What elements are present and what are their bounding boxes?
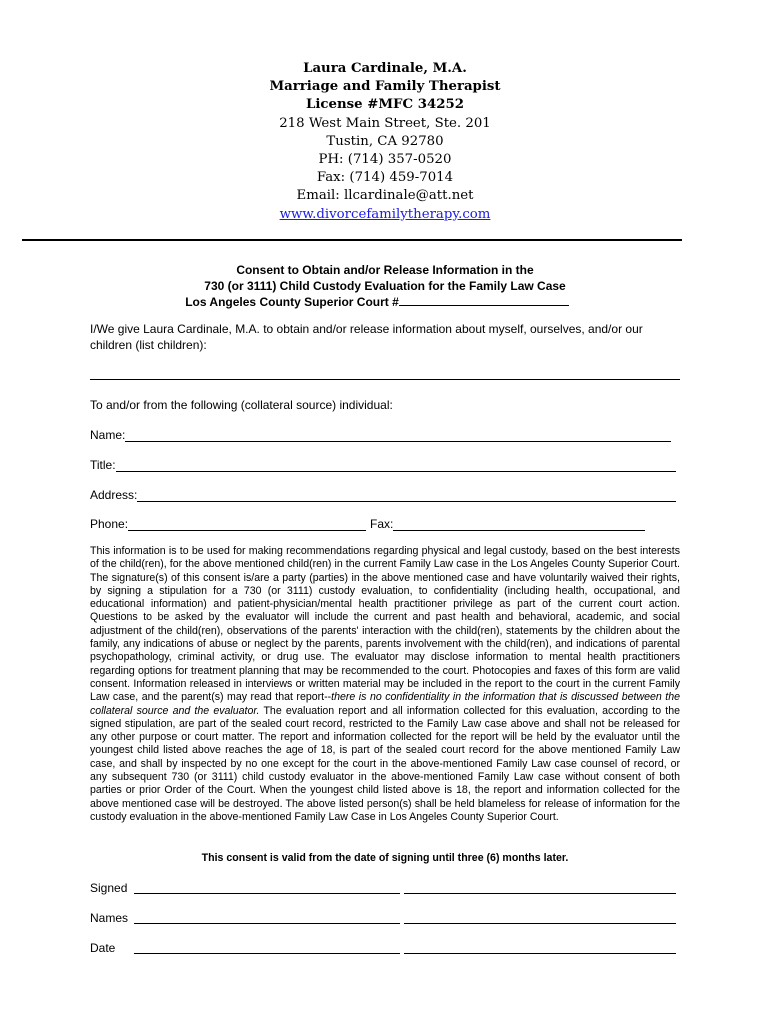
court-case-label: Los Angeles County Superior Court # — [185, 295, 399, 309]
phone-field[interactable] — [128, 519, 366, 531]
signed-field-1[interactable] — [134, 893, 400, 894]
consent-terms-paragraph — [90, 545, 680, 824]
therapist-profession: Marriage and Family Therapist — [269, 79, 501, 95]
phone-label: Phone: — [90, 517, 129, 531]
signed-field-2[interactable] — [404, 893, 676, 894]
website-link[interactable]: www.divorcefamilytherapy.com — [279, 206, 491, 222]
form-title — [0, 263, 770, 311]
header-divider — [22, 239, 682, 241]
title-label: Title: — [90, 458, 116, 472]
city-state-zip: Tustin, CA 92780 — [326, 133, 444, 149]
intro-statement: I/We give Laura Cardinale, M.A. to obtain and/or release information about myself, ourselves, and/or our children (list children): — [90, 322, 643, 352]
title-line-3 — [0, 294, 762, 311]
phone-fax-field-row — [90, 517, 645, 531]
phone-number: PH: (714) 357-0520 — [318, 152, 452, 168]
date-label: Date — [90, 941, 116, 955]
name-field[interactable] — [125, 430, 671, 442]
terms-part-1: This information is to be used for making recommendations regarding physical and legal custody, based on the best interests of the child(ren), for the above mentioned child(ren) in the current Family Law case in the Los Angeles County Superior Court. The signature(s) of this consent is/are a party (parties) in the above mentioned case and have voluntarily waived their rights, by signing a stipulation for a 730 (or 3111) custody evaluation, to confidentiality (including health, occupational, and educational information) and patient-physician/mental health practitioner privilege as part of the current court action. Questions to be asked by the evaluator will include the current and past health and behavioral, academic, and social adjustment of the child(ren), observations of the parents' interaction with the child(ren), statements by the children about the family, any indications of abuse or neglect by the parents, parents involvement with the child(ren), and indications of parental psychopathology, criminal activity, or drug use. The evaluator may disclose information to mental health practitioners regarding options for treatment planning that may be recommended to the court. Photocopies and faxes of this form are valid consent. Information released in interviews or written material may be included in the report to the court in the current Family Law case, and the parent(s) may read that report-- — [90, 545, 680, 704]
signed-label: Signed — [90, 881, 128, 895]
fax-number: Fax: (714) 459-7014 — [316, 170, 454, 186]
names-field-2[interactable] — [404, 923, 676, 924]
court-case-number-field[interactable] — [399, 294, 569, 306]
therapist-name: Laura Cardinale, M.A. — [303, 61, 467, 76]
names-field-1[interactable] — [134, 923, 400, 924]
fax-field[interactable] — [393, 519, 645, 531]
street-address: 218 West Main Street, Ste. 201 — [279, 115, 491, 131]
terms-part-2: The evaluation report and all information collected for this evaluation, according to the signed stipulation, are part of the sealed court record, restricted to the Family Law case above and shall not be released for any other purpose or court matter. The report and information collected for the report will be held by the evaluator until the youngest child listed above reaches the age of 18, is part of the sealed court record for the above mentioned Family Law case, and shall by inspected by no one except for the court in the above-mentioned Family Law case counsel of record, or any subsequent 730 (or 3111) child custody evaluator in the above-mentioned Family Law case without consent of both parties or prior Order of the Court. When the youngest child listed above is 18, the report and information collected for the above mentioned case will be destroyed. The above listed person(s) shall be held blameless for release of information for the custody evaluation in the above-mentioned Family Law Case in Los Angeles County Superior Court. — [90, 704, 680, 823]
names-label: Names — [90, 911, 129, 925]
validity-notice: This consent is valid from the date of signing until three (6) months later. — [201, 852, 569, 864]
name-field-row — [90, 428, 671, 442]
date-field-2[interactable] — [404, 953, 676, 954]
address-field-row — [90, 488, 676, 502]
license-number: License #MFC 34252 — [306, 97, 464, 113]
title-field[interactable] — [116, 460, 676, 472]
terms-italic-notice: there is no confidentiality in the information that is discussed between the collateral source and the evaluator. — [90, 691, 680, 717]
children-list-field[interactable] — [90, 379, 680, 380]
address-field[interactable] — [137, 490, 676, 502]
title-field-row — [90, 458, 676, 472]
email-address: Email: llcardinale@att.net — [296, 188, 474, 204]
title-line-2: 730 (or 3111) Child Custody Evaluation for the Family Law Case — [204, 278, 566, 293]
address-label: Address: — [90, 488, 138, 502]
title-line-1: Consent to Obtain and/or Release Information in the — [236, 263, 534, 277]
name-label: Name: — [90, 428, 126, 442]
fax-label: Fax: — [370, 517, 394, 531]
date-field-1[interactable] — [134, 953, 400, 954]
letterhead — [0, 60, 770, 224]
collateral-source-label: To and/or from the following (collateral source) individual: — [90, 398, 393, 412]
